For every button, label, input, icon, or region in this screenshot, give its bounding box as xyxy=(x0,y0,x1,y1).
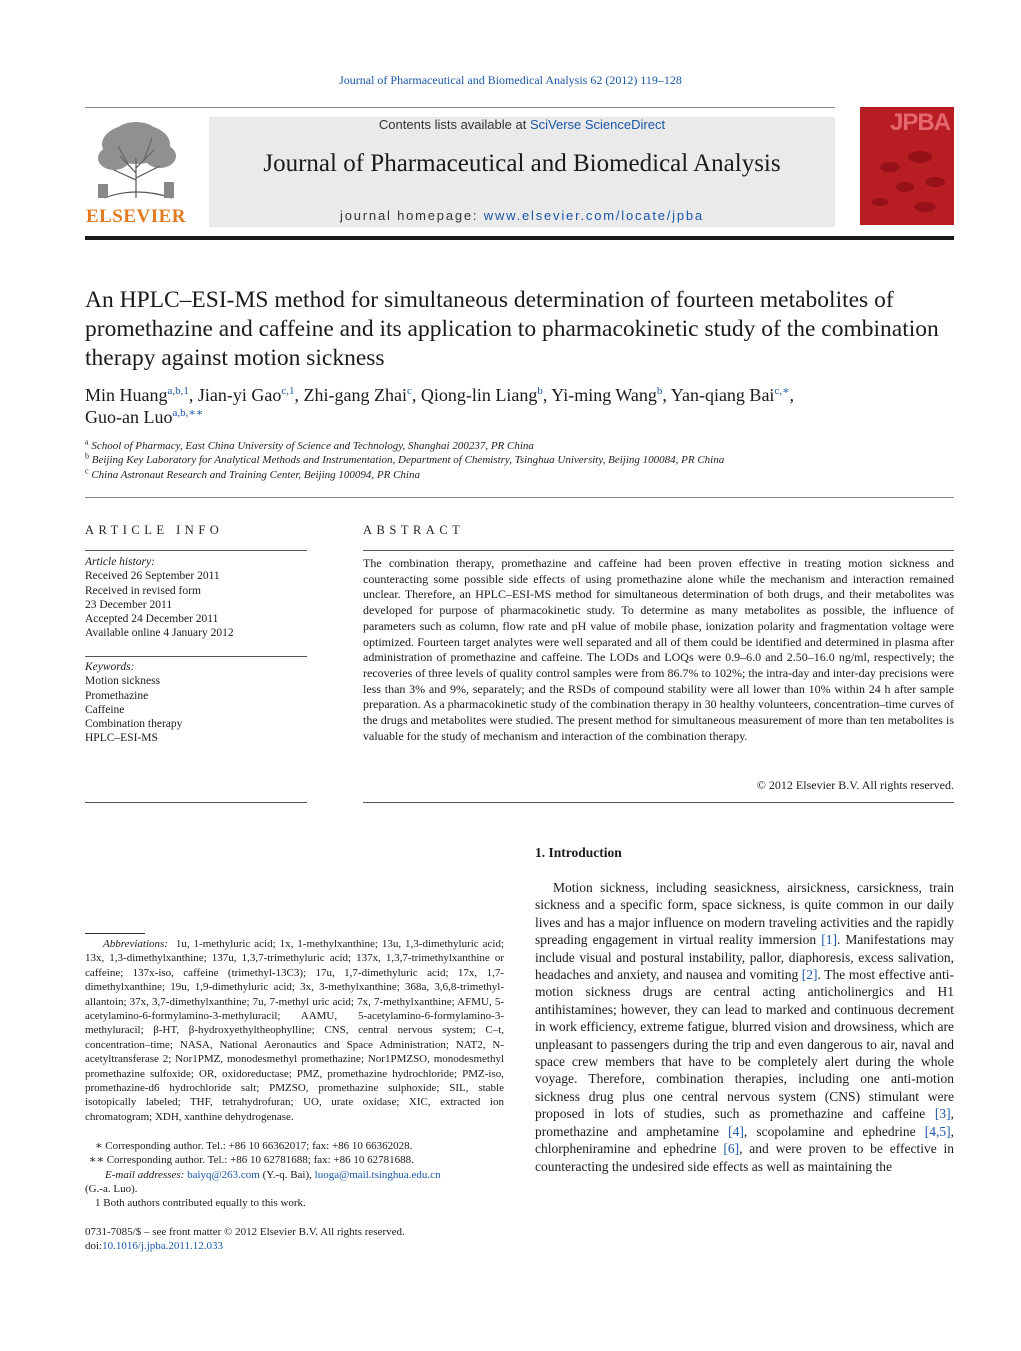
history-item: Accepted 24 December 2011 xyxy=(85,613,219,626)
email-link-luo[interactable]: luoga@mail.tsinghua.edu.cn xyxy=(314,1169,441,1181)
author-name: Zhi-gang Zhai xyxy=(303,385,407,405)
author-list xyxy=(85,384,965,428)
citation-link[interactable]: [4] xyxy=(728,1123,744,1139)
affiliation-rule xyxy=(85,497,954,498)
equal-contribution-note: 1 Both authors contributed equally to this work. xyxy=(95,1197,306,1209)
abstract-bottom-rule xyxy=(363,802,954,803)
citation-link[interactable]: [4,5] xyxy=(924,1123,951,1139)
author-name: Qiong-lin Liang xyxy=(420,385,538,405)
abstract-heading: ABSTRACT xyxy=(363,523,465,537)
author-separator: , xyxy=(294,385,304,405)
abbreviations-text: 1u, 1-methyluric acid; 1x, 1-methylxanthine; 13u, 1,3-dimethyluric acid; 13x, 1,3-dimethylxanthine; 137u, 1,3,7-trimethyluric acid; 137x, 1,3,7-trimethylxanthine or caffeine; 137x-iso, caffeine (trimethyl-13C3); 17u, 1,7-dimethyluric acid; 17x, 1,7-dimethylxanthine; 19u, 1,9-dimethyluric acid; 3x, 3-methylxanthine; 368a, 3,6,8-trimethyl-allantoin; 37x, 3,7-dimethylxanthine; 7u, 7-methyl uric acid; 7x, 7-methylxanthine; AFMU, 5-acetylamino-6-formylamino-3-methyluracil; AAMU, 5-acetylamino-6-formylamino-3-methyluracil; β-HT, β-hydroxyethyltheophylline; CNS, central nervous system; C–t, concentration–time; NASA, National Aeronautics and Space Administration; NAT2, N-acetyltransferase 2; Nor1PMZ, monodesmethyl promethazine; Nor1PMZSO, monodesmethyl promethazine sulfoxide; OR, oxidoreductase; PMZ, promethazine hydrochloride; PMZ-iso, promethazine-d6 hydrochloride salt; PMZSO, promethazine sulphoxide; SIL, stable isotopically labeled; THF, tetrahydrofuran; UO, urate oxidase; XIC, extracted ion chromatogram; XDH, xanthine dehydrogenase. xyxy=(85,938,504,1123)
sciencedirect-link[interactable]: SciVerse ScienceDirect xyxy=(529,117,666,132)
affiliation-text: China Astronaut Research and Training Center, Beijing 100094, PR China xyxy=(91,469,420,481)
top-rule xyxy=(85,107,835,108)
homepage-line xyxy=(209,208,835,223)
author-affiliation-mark: a,b,∗∗ xyxy=(172,407,204,419)
introduction-text: . The most effective anti-motion sickness drugs are central acting anticholinergics and H1 antihistamines; however, they can lead to marked and continuous decrement in work efficiency, extreme fatigue, blurred vision and drowsiness, which are unpleasant to passengers during the trip and even dangerous to air, naval and space crew members that have to be completely alert during the whole voyage. Therefore, combination therapies, including one anti-motion sickness drug plus one central nervous system (CNS) stimulant were proposed in lots of studies, such as promethazine and caffeine xyxy=(535,967,954,1122)
introduction-heading: 1. Introduction xyxy=(535,845,622,860)
author-separator: , xyxy=(662,385,671,405)
issn-line: 0731-7085/$ – see front matter © 2012 Elsevier B.V. All rights reserved. xyxy=(85,1226,405,1238)
author-affiliation-mark: c,1 xyxy=(281,385,295,397)
article-info-rule xyxy=(85,550,307,551)
cover-abbreviation: JPBA xyxy=(889,109,950,136)
homepage-prefix: journal homepage: xyxy=(340,208,484,223)
journal-cover-thumbnail[interactable] xyxy=(860,107,954,225)
author-affiliation-mark: a,b,1 xyxy=(167,385,189,397)
history-item: Available online 4 January 2012 xyxy=(85,627,234,640)
author[interactable] xyxy=(421,385,551,405)
journal-reference[interactable]: Journal of Pharmaceutical and Biomedical Analysis 62 (2012) 119–128 xyxy=(339,73,682,87)
contents-line xyxy=(209,117,835,132)
author-name: Guo-an Luo xyxy=(85,407,173,427)
journal-title: Journal of Pharmaceutical and Biomedical Analysis xyxy=(263,150,781,177)
abbreviations-footnote xyxy=(85,937,504,1124)
affiliation-a xyxy=(85,437,534,452)
keyword[interactable]: Promethazine xyxy=(85,689,149,702)
corresponding-author-2: ∗∗ Corresponding author. Tel.: +86 10 62781688; fax: +86 10 62781688. xyxy=(89,1154,414,1166)
abstract-rule xyxy=(363,550,954,551)
author-separator: , xyxy=(188,385,198,405)
keywords-block xyxy=(85,660,307,746)
doi-line xyxy=(85,1239,405,1253)
abbreviations-label: Abbreviations: xyxy=(103,938,168,950)
author[interactable] xyxy=(671,385,794,405)
history-item: Received 26 September 2011 xyxy=(85,570,220,583)
doi-link[interactable]: 10.1016/j.jpba.2011.12.033 xyxy=(102,1240,224,1253)
email-label: E-mail addresses: xyxy=(105,1169,185,1181)
author-separator: , xyxy=(411,385,421,405)
affiliation-text: Beijing Key Laboratory for Analytical Methods and Instrumentation, Department of Chemistry, Tsinghua University, Beijing 100084, PR China xyxy=(91,454,725,466)
affiliation-text: School of Pharmacy, East China University of Science and Technology, Shanghai 200237, PR China xyxy=(91,440,534,452)
affiliation-c xyxy=(85,466,420,481)
abstract-copyright: © 2012 Elsevier B.V. All rights reserved. xyxy=(756,778,954,792)
article-info-bottom-rule xyxy=(85,802,307,803)
affiliation-mark: c xyxy=(85,466,89,476)
email-addresses xyxy=(85,1168,524,1182)
corresponding-author-1: ∗ Corresponding author. Tel.: +86 10 66362017; fax: +86 10 66362028. xyxy=(95,1140,413,1152)
author[interactable] xyxy=(198,385,304,405)
article-info-heading: ARTICLE INFO xyxy=(85,523,224,537)
history-item: Received in revised form xyxy=(85,584,201,597)
introduction-text: , chlorpheniramine and ephedrine xyxy=(535,1123,954,1157)
keyword[interactable]: Caffeine xyxy=(85,703,125,716)
introduction-text: , promethazine and amphetamine xyxy=(535,1106,954,1139)
history-item: 23 December 2011 xyxy=(85,598,173,611)
doi-prefix: doi: xyxy=(85,1240,103,1253)
history-list xyxy=(85,569,307,640)
citation-link[interactable]: [6] xyxy=(723,1141,740,1157)
author-affiliation-mark: b xyxy=(537,385,543,397)
email-owner-bai: (Y.-q. Bai), xyxy=(259,1169,315,1181)
author[interactable] xyxy=(304,385,421,405)
cover-pattern xyxy=(860,107,954,225)
keywords-label: Keywords: xyxy=(85,661,135,673)
keywords-rule xyxy=(85,656,307,657)
introduction-text: , and were proven to be effective in counteracting the undesired side effects as well as maintaining the xyxy=(535,1141,954,1174)
affiliation-mark: a xyxy=(85,437,89,447)
introduction-body xyxy=(535,879,954,1175)
footnote-rule xyxy=(85,933,145,934)
keyword[interactable]: HPLC–ESI-MS xyxy=(85,732,158,745)
affiliation-mark: b xyxy=(85,451,89,461)
introduction-text: Motion sickness, including seasickness, airsickness, carsickness, train sickness and a specific form, space sickness, is quite common in our daily lives and has a major influence on modern traveling activities and the rapidly spreading engagement in virtual reality immersion xyxy=(535,880,954,948)
citation-link[interactable]: [2] xyxy=(801,967,818,983)
author-name: Yi-ming Wang xyxy=(551,385,657,405)
author-name: Jian-yi Gao xyxy=(197,385,282,405)
keyword[interactable]: Combination therapy xyxy=(85,718,183,731)
elsevier-wordmark: ELSEVIER xyxy=(85,206,187,227)
author[interactable] xyxy=(85,407,203,427)
author-affiliation-mark: c xyxy=(406,385,412,397)
introduction-text: , scopolamine and ephedrine xyxy=(743,1123,925,1139)
introduction-text: . Manifestations may include visual and postural instability, pallor, diaphoresis, excess salivation, headaches and anxiety, and nausea and vomiting xyxy=(535,932,955,983)
citation-link[interactable]: [3] xyxy=(934,1106,951,1122)
article-title: An HPLC–ESI-MS method for simultaneous determination of fourteen metabolites of promethazine and caffeine and its application to pharmacokinetic study of the combination therapy against motion sickness xyxy=(85,287,939,371)
author-separator: , xyxy=(789,385,795,405)
keyword-list xyxy=(85,674,307,745)
author-name: Yan-qiang Bai xyxy=(670,385,775,405)
keyword[interactable]: Motion sickness xyxy=(85,675,161,688)
author-name: Min Huang xyxy=(85,385,168,405)
article-history xyxy=(85,555,307,641)
contents-prefix: Contents lists available at xyxy=(378,117,530,132)
citation-link[interactable]: [1] xyxy=(821,932,837,948)
email-link-bai[interactable]: baiyq@263.com xyxy=(187,1169,260,1181)
author[interactable] xyxy=(85,385,198,405)
abstract-text: The combination therapy, promethazine and caffeine had been proven effective in treating motion sickness and counteracting some possible side effects of using promethazine alone while the mechanism and interaction remained unclear. Therefore, an HPLC–ESI-MS method for simultaneous determination of both drugs, and their metabolites was developed for purpose of pharmacokinetic study. To determine as many metabolites as possible, the influence of parameters such as column, flow rate and pH value of mobile phase, ionization polarity and fragmentation voltage were optimized. Fourteen target analytes were well separated and all of them could be identified and determined in plasma after administration of promethazine and caffeine. The LODs and LOQs were 0.9–6.0 and 2.50–16.0 ng/ml, respectively; the recoveries of three levels of quality control samples were from 86.7% to 102%; the intra-day and inter-day precisions were less than 3% and 9%, separately; and the RSDs of compound stability were all lower than 10% within 24 h after sample preparation. As a pharmacokinetic study of the combination therapy in 30 healthy volunteers, concentration–time curves of the drugs and metabolites were studied. The present method for simultaneous measurement of more than ten metabolites is valuable for the study of mechanism and interaction of the combination therapy. xyxy=(363,556,954,743)
author-affiliation-mark: c,∗ xyxy=(774,385,790,397)
header-rule xyxy=(85,236,954,240)
author-separator: , xyxy=(542,385,552,405)
affiliation-b xyxy=(85,451,725,466)
author[interactable] xyxy=(551,385,671,405)
email-owner-luo: (G.-a. Luo). xyxy=(85,1183,138,1195)
author-affiliation-mark: b xyxy=(656,385,663,397)
history-label: Article history: xyxy=(85,556,155,568)
front-matter xyxy=(85,1225,405,1254)
homepage-link[interactable]: www.elsevier.com/locate/jpba xyxy=(483,208,704,223)
